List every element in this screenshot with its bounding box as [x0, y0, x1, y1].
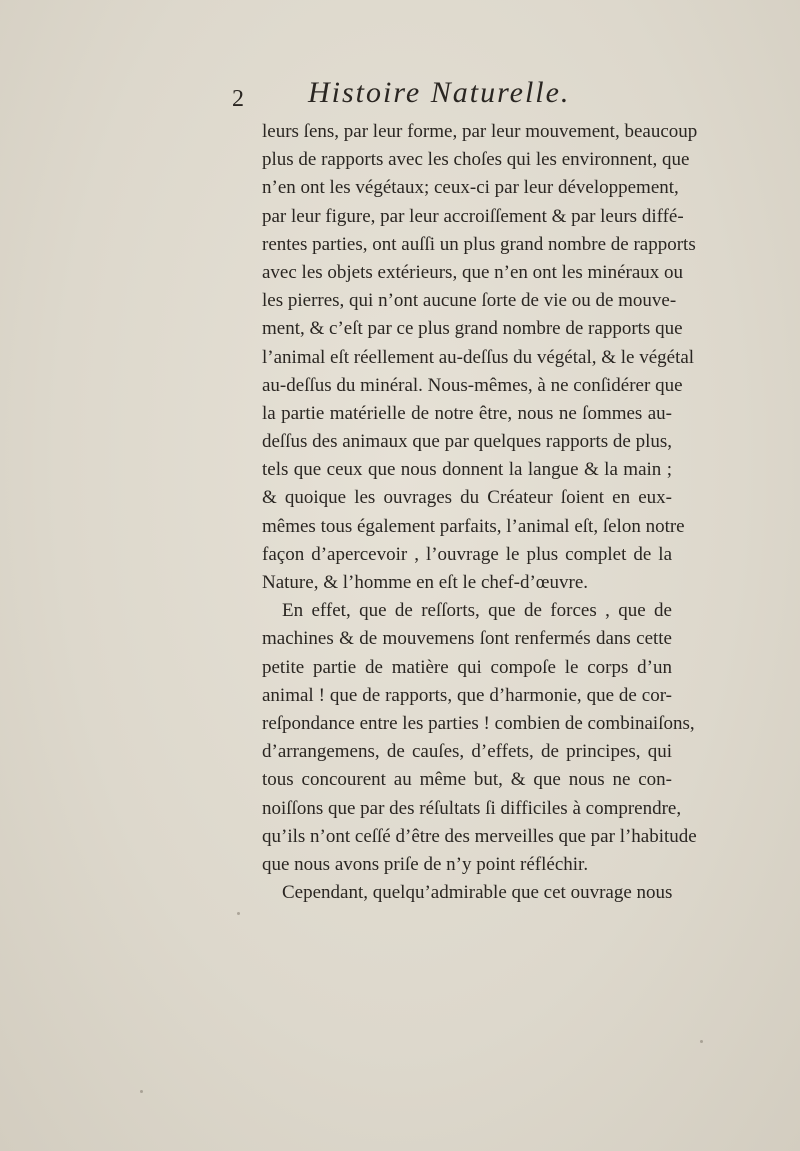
running-title: Histoire Naturelle. [308, 76, 571, 109]
page-number: 2 [232, 86, 244, 112]
text-line: plus de rapports avec les choſes qui les environnent, que [262, 149, 690, 171]
text-line: deſſus des animaux que par quelques rapports de plus, [262, 431, 672, 453]
text-line: façon d’apercevoir , l’ouvrage le plus complet de la [262, 543, 672, 565]
text-line: animal ! que de rapports, que d’harmonie, que de cor- [262, 684, 672, 706]
text-line: avec les objets extérieurs, que n’en ont les minéraux ou [262, 261, 684, 283]
text-line: & quoique les ouvrages du Créateur ſoient en eux- [262, 487, 672, 509]
text-line: l’animal eſt réellement au-deſſus du végétal, & le végétal [262, 346, 695, 368]
paper-speck [700, 1040, 703, 1043]
text-line: mêmes tous également parfaits, l’animal eſt, ſelon notre [262, 515, 685, 537]
text-line: leurs ſens, par leur forme, par leur mouvement, beaucoup [262, 121, 698, 142]
page-header [232, 76, 672, 116]
text-line: ment, & c’eſt par ce plus grand nombre de rapports que [262, 318, 683, 340]
text-line: rentes parties, ont auſſi un plus grand nombre de rapports [262, 233, 696, 255]
paper-speck [237, 912, 240, 915]
text-line: les pierres, qui n’ont aucune ſorte de vie ou de mouve- [262, 290, 677, 312]
text-line: tels que ceux que nous donnent la langue & la main ; [262, 459, 672, 481]
text-line: que nous avons priſe de n’y point réfléchir. [262, 853, 589, 875]
text-line: par leur figure, par leur accroiſſement & par leurs diffé- [262, 205, 684, 227]
text-line: la partie matérielle de notre être, nous ne ſommes au- [262, 402, 672, 424]
text-line: Cependant, quelqu’admirable que cet ouvrage nous [282, 882, 673, 904]
text-line: n’en ont les végétaux; ceux-ci par leur développement, [262, 177, 679, 199]
paper-speck [140, 1090, 143, 1093]
text-line: Nature, & l’homme en eſt le chef-d’œuvre. [262, 572, 589, 593]
text-line: au-deſſus du minéral. Nous-mêmes, à ne conſidérer que [262, 374, 683, 396]
text-line: En effet, que de reſſorts, que de forces , que de [282, 600, 672, 622]
text-line: tous concourent au même but, & que nous ne con- [262, 769, 672, 791]
body-text [262, 118, 698, 907]
text-line: reſpondance entre les parties ! combien de combinaiſons, [262, 712, 695, 734]
text-line: machines & de mouvemens ſont renfermés dans cette [262, 628, 672, 650]
text-line: qu’ils n’ont ceſſé d’être des merveilles que par l’habitude [262, 825, 697, 847]
text-line: petite partie de matière qui compoſe le corps d’un [262, 656, 672, 678]
text-line: noiſſons que par des réſultats ſi difficiles à comprendre, [262, 797, 682, 819]
text-line: d’arrangemens, de cauſes, d’effets, de principes, qui [262, 741, 672, 763]
